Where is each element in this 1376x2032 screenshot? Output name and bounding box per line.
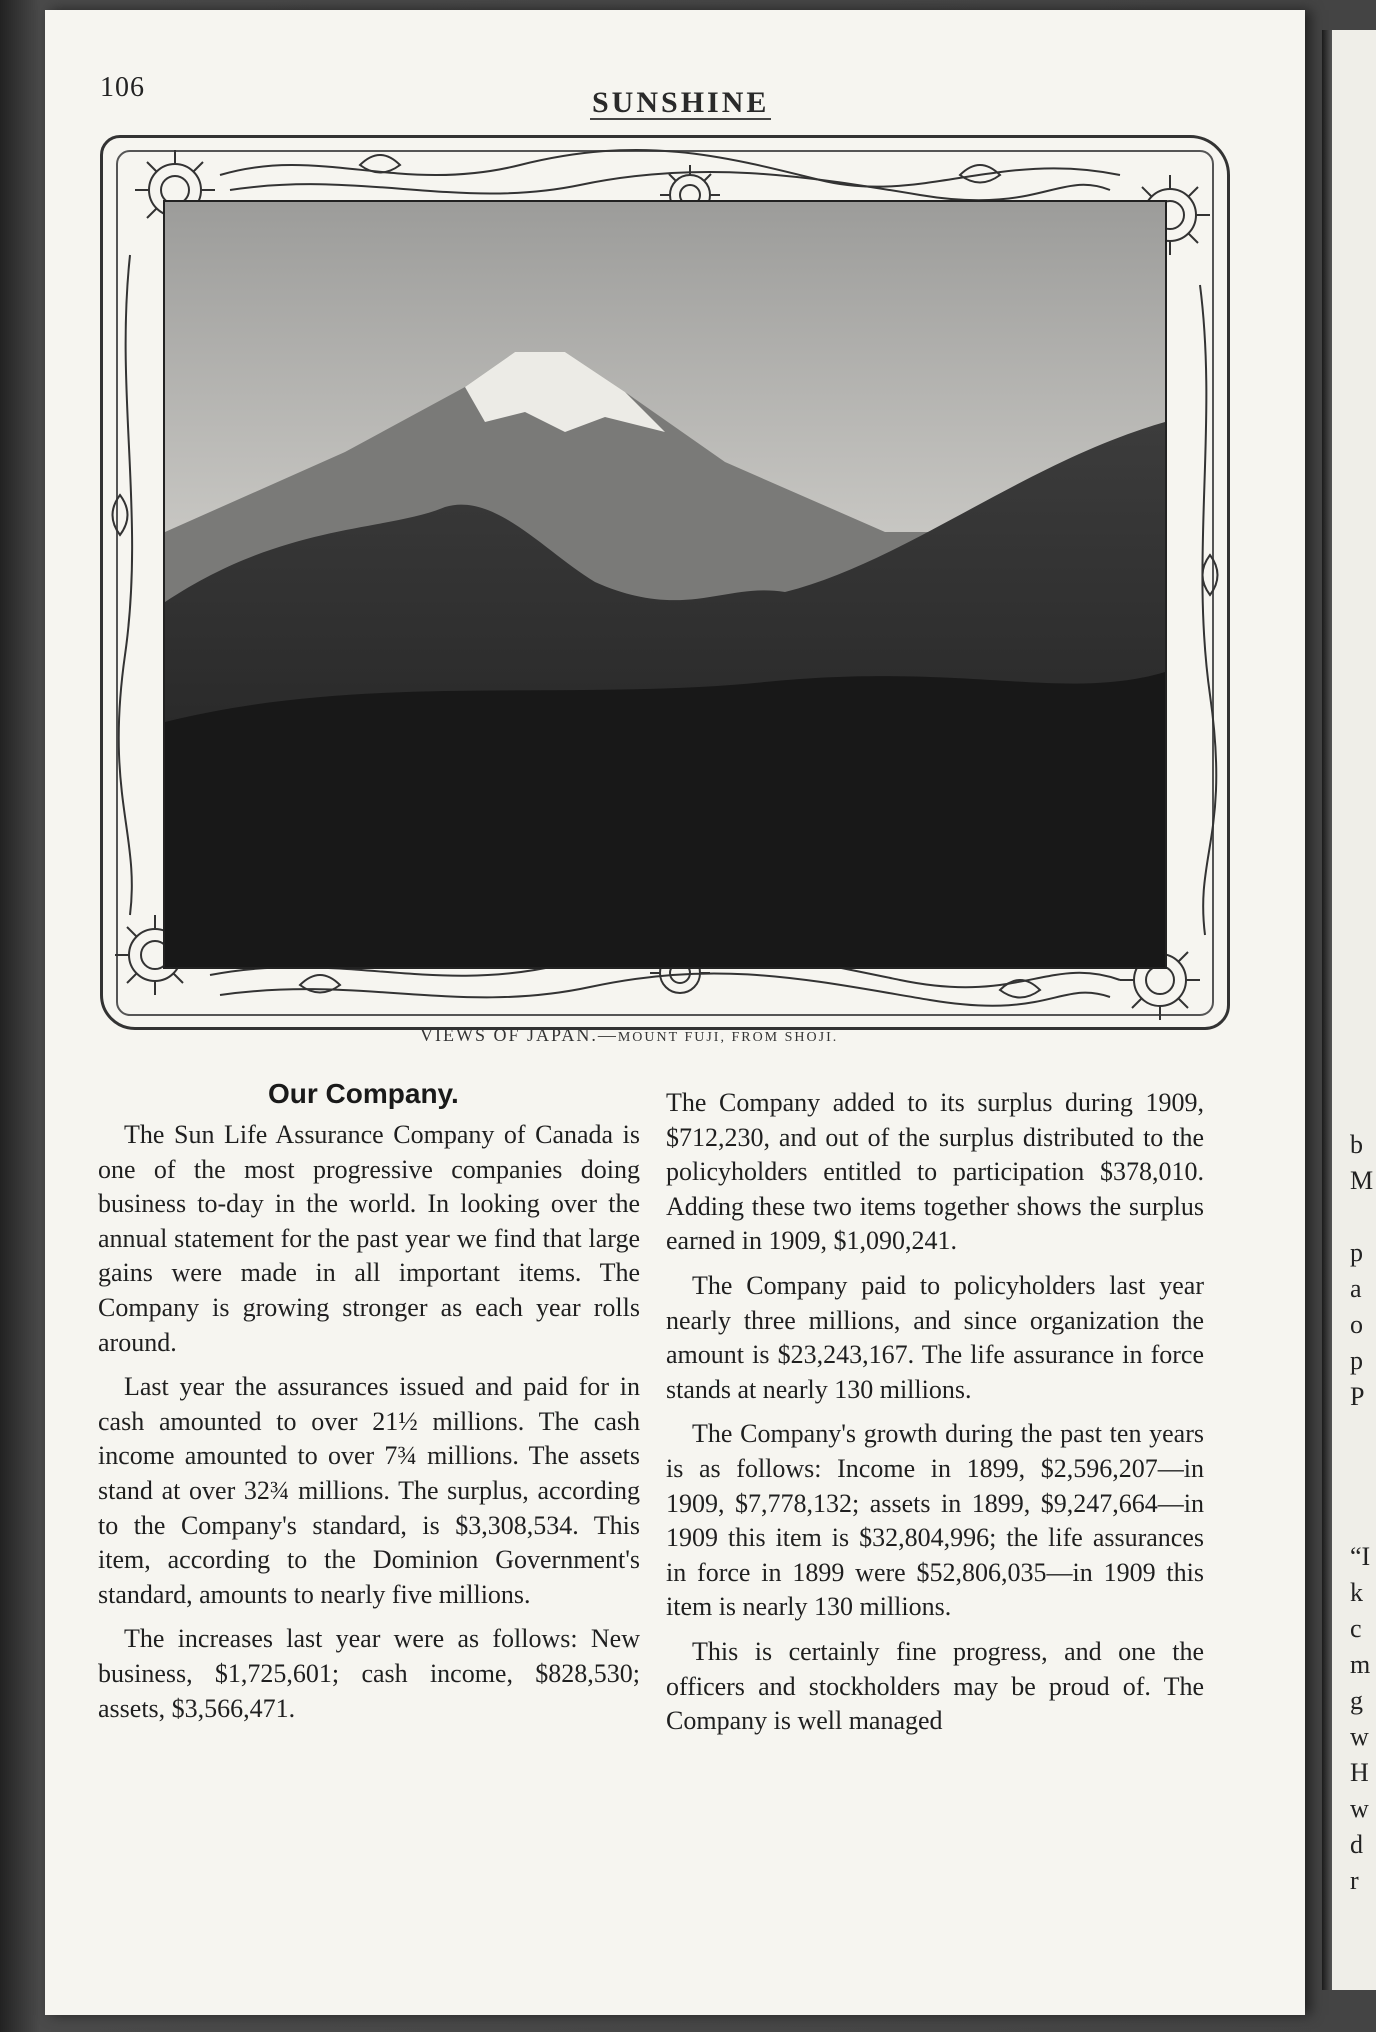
facing-page-fragment: g [1350,1686,1363,1715]
facing-page-fragment: w [1350,1722,1369,1751]
paragraph: The Company paid to policyholders last year nearly three millions, and since organization the amount is $23,243,167. The life assurance in force stands at nearly 130 millions. [666,1270,1204,1404]
facing-page-fragment: p [1350,1238,1363,1267]
paragraph: The Sun Life Assurance Company of Canada is one of the most progressive companies doing business to-day in the world. In looking over the annual statement for the past year we find that large gains were made in all important items. The Company is growing stronger as each year rolls around. [98,1120,640,1357]
page-number: 106 [100,72,145,103]
mount-fuji-photo [163,200,1167,969]
facing-page-fragment: k [1350,1578,1363,1607]
facing-page-fragment: H [1350,1758,1369,1787]
facing-page-fragment: b [1350,1130,1363,1159]
caption-detail: MOUNT FUJI, FROM SHOJI. [617,1030,839,1045]
facing-page-fragment: M [1350,1166,1374,1195]
page-gutter [1322,30,1332,1990]
paragraph: The Company added to its surplus during 1909, $712,230, and out of the surplus distributed to the policyholders entitled to participation $378,010. Adding these two items together shows the surplus earned in 1909, $1,090,241. [666,1088,1204,1256]
paragraph: This is certainly fine progress, and one the officers and stockholders may be proud of. The Company is well managed [666,1636,1204,1736]
facing-page-fragment: “I [1350,1542,1371,1571]
right-column [666,1086,1204,1739]
paragraph: The Company's growth during the past ten years is as follows: Income in 1899, $2,596,207—in 1909, $7,778,132; assets in 1899, $9,247,664—in 1909 this item is $32,804,996; the life assurances in force in 1899 were $52,806,035—in 1909 this item is nearly 130 millions. [666,1419,1204,1622]
facing-page-fragment: p [1350,1346,1363,1375]
paragraph: The increases last year were as follows: New business, $1,725,601; cash income, $828,530; assets, $3,566,471. [98,1624,640,1723]
masthead: SUNSHINE [592,86,770,119]
facing-page-fragment: a [1350,1274,1362,1303]
caption-main: VIEWS OF JAPAN.— [420,1025,618,1045]
facing-page-fragment: m [1350,1650,1371,1679]
facing-page-fragment: r [1350,1866,1359,1895]
left-column [98,1118,640,1726]
mount-fuji-illustration [165,202,1165,967]
facing-page-fragment: P [1350,1382,1365,1411]
facing-page-edge [1322,30,1376,1990]
paragraph: Last year the assurances issued and paid for in cash amounted to over 21½ millions. The cash income amounted to over 7¾ millions. The assets stand at over 32¾ millions. The surplus, according to the Company's standard, is $3,308,534. This item, according to the Dominion Government's standard, amounts to nearly five millions. [98,1372,640,1609]
facing-page-fragment: w [1350,1794,1369,1823]
facing-page-fragment: c [1350,1614,1362,1643]
article-title: Our Company. [268,1078,459,1109]
facing-page-fragment: d [1350,1830,1363,1859]
facing-page-fragment: o [1350,1310,1363,1339]
figure-caption [420,1025,838,1046]
